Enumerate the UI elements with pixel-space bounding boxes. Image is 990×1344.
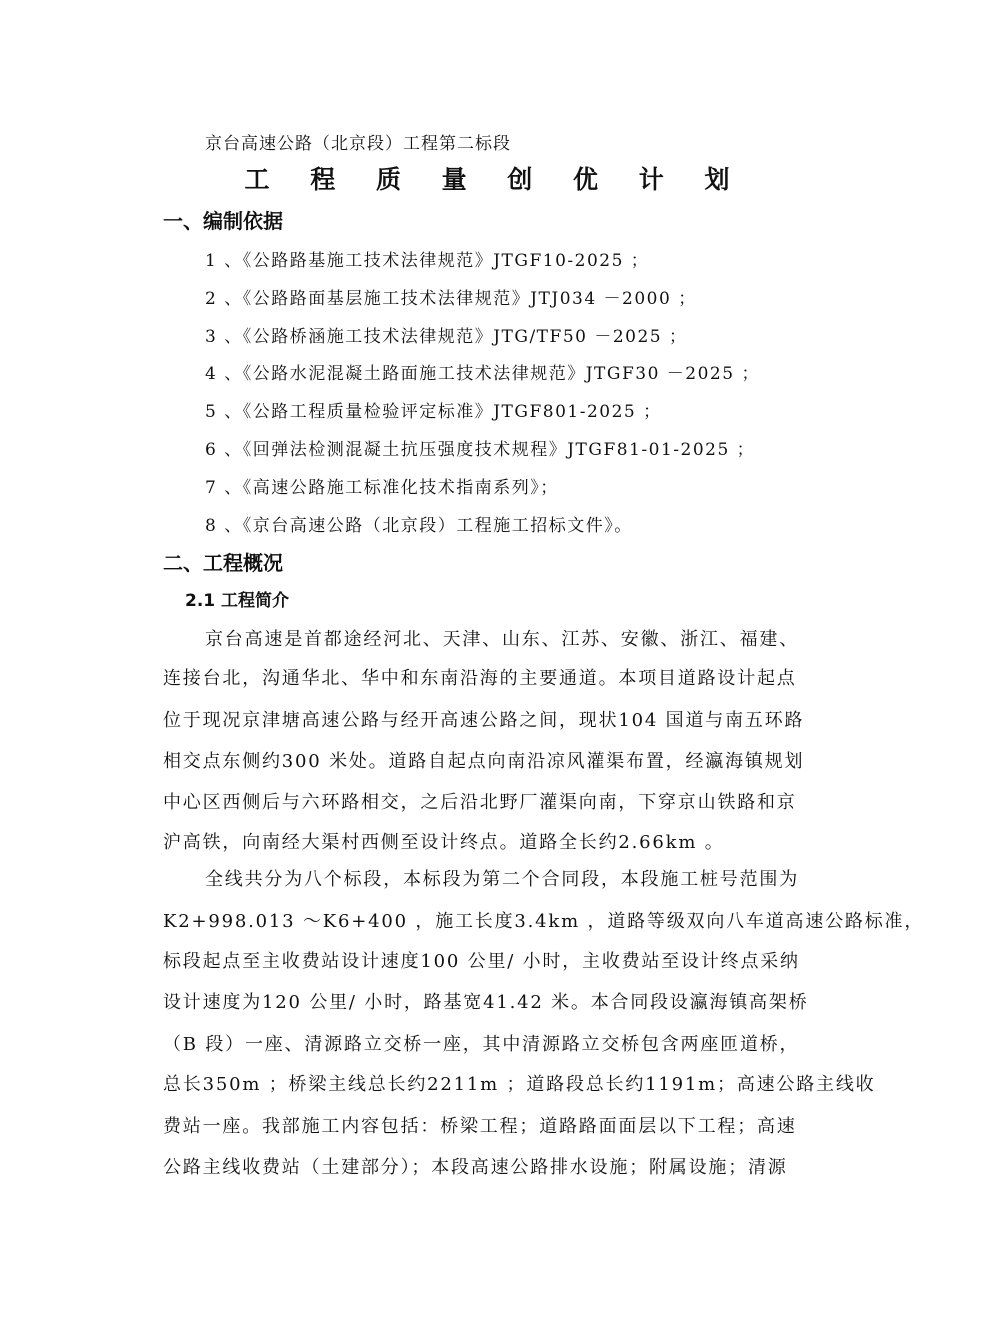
section-heading-basis: 一、编制依据 [163, 209, 283, 233]
paragraph-line: 相交点东侧约300 米处。道路自起点向南沿凉风灌渠布置，经瀛海镇规划 [163, 751, 805, 772]
document-title: 工 程 质 量 创 优 计 划 [244, 165, 746, 194]
paragraph-line: 费站一座。我部施工内容包括：桥梁工程；道路路面面层以下工程；高速 [163, 1116, 797, 1137]
reference-item: 4 、《公路水泥混凝土路面施工技术法律规范》JTGF30 －2025 ； [205, 364, 760, 384]
paragraph-line: 设计速度为120 公里/ 小时，路基宽41.42 米。本合同段设瀛海镇高架桥 [163, 992, 809, 1013]
reference-item: 2 、《公路路面基层施工技术法律规范》JTJ034 －2000 ； [205, 289, 697, 309]
reference-item: 1 、《公路路基施工技术法律规范》JTGF10-2025 ； [205, 251, 650, 271]
project-name: 京台高速公路（北京段）工程第二标段 [205, 134, 511, 154]
paragraph-line: 总长350m ；桥梁主线总长约2211m ；道路段总长约1191m；高速公路主线收 [163, 1074, 876, 1095]
paragraph-line: 全线共分为八个标段，本标段为第二个合同段，本段施工桩号范围为 [205, 869, 799, 890]
paragraph-line: 连接台北，沟通华北、华中和东南沿海的主要通道。本项目道路设计起点 [163, 668, 797, 689]
paragraph-line: K2+998.013 ～K6+400 ，施工长度3.4km ，道路等级双向八车道高速公路标准， [163, 911, 925, 932]
subsection-heading-intro: 2.1 工程简介 [185, 591, 290, 611]
paragraph-line: 公路主线收费站（土建部分）；本段高速公路排水设施；附属设施；清源 [163, 1157, 788, 1178]
reference-item: 8 、《京台高速公路（北京段）工程施工招标文件》。 [205, 516, 633, 536]
paragraph-line: 沪高铁，向南经大渠村西侧至设计终点。道路全长约2.66km 。 [163, 832, 725, 853]
reference-item: 5 、《公路工程质量检验评定标准》JTGF801-2025 ； [205, 402, 662, 422]
paragraph-line: 京台高速是首都途经河北、天津、山东、江苏、安徽、浙江、福建、 [205, 629, 799, 650]
paragraph-line: 位于现况京津塘高速公路与经开高速公路之间，现状104 国道与南五环路 [163, 710, 805, 731]
reference-item: 6 、《回弹法检测混凝土抗压强度技术规程》JTGF81-01-2025 ； [205, 440, 756, 460]
reference-item: 7 、《高速公路施工标准化技术指南系列》； [205, 478, 559, 498]
paragraph-line: （B 段）一座、清源路立交桥一座，其中清源路立交桥包含两座匝道桥， [163, 1034, 800, 1055]
paragraph-line: 标段起点至主收费站设计速度100 公里/ 小时，主收费站至设计终点采纳 [163, 951, 800, 972]
paragraph-line: 中心区西侧后与六环路相交，之后沿北野厂灌渠向南，下穿京山铁路和京 [163, 792, 797, 813]
section-heading-overview: 二、工程概况 [163, 551, 283, 575]
reference-item: 3 、《公路桥涵施工技术法律规范》JTG/TF50 －2025 ； [205, 327, 688, 347]
